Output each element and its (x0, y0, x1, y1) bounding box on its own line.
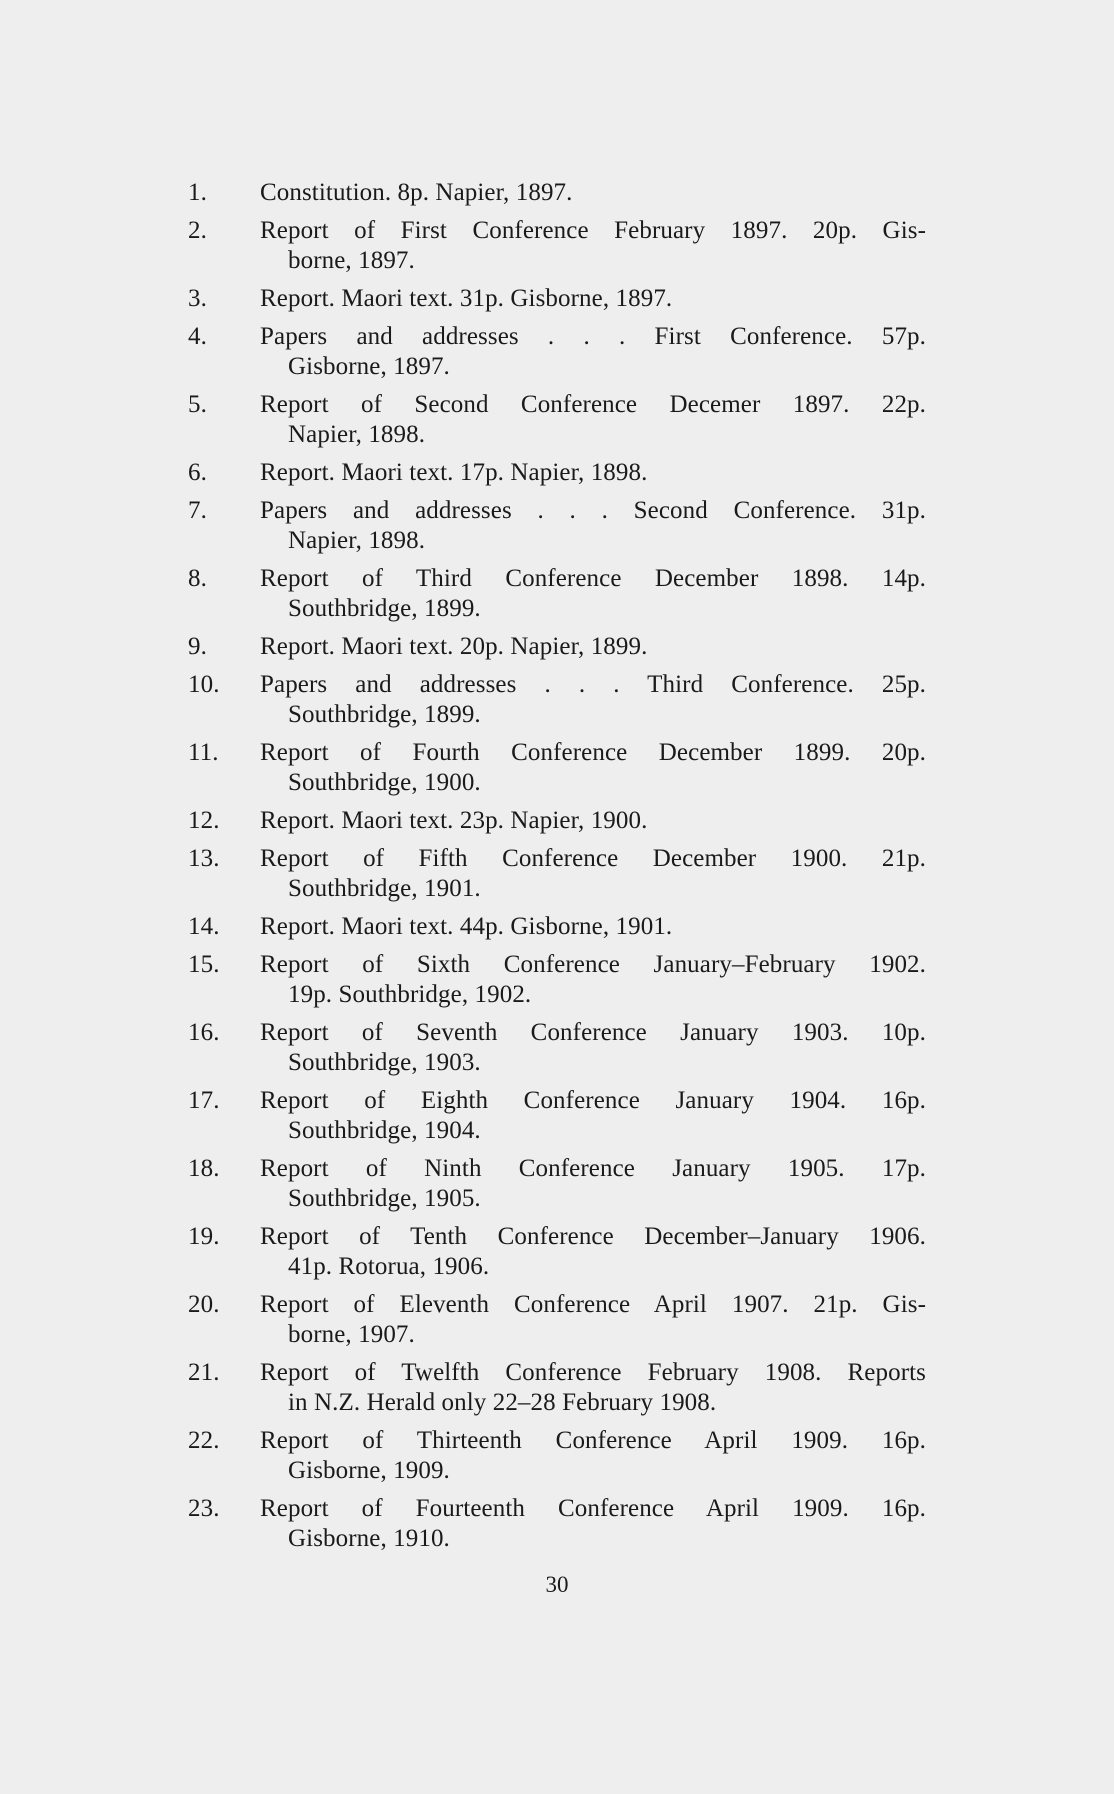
item-text: Constitution. 8p. Napier, 1897. (260, 179, 573, 206)
item-number: 3. (188, 285, 207, 312)
list-item (188, 178, 926, 208)
list-item (188, 564, 926, 624)
item-number: 21. (188, 1359, 220, 1386)
item-number: 20. (188, 1291, 220, 1318)
item-number: 13. (188, 845, 220, 872)
item-number: 2. (188, 217, 207, 244)
item-text-continuation: Gisborne, 1909. (288, 1457, 450, 1484)
item-text: Papers and addresses . . . Third Conference. 25p. (260, 671, 926, 698)
item-text-continuation: Southbridge, 1905. (288, 1185, 481, 1212)
item-text-continuation: Gisborne, 1910. (288, 1525, 450, 1552)
item-number: 4. (188, 323, 207, 350)
list-item (188, 1086, 926, 1146)
item-text-continuation: 41p. Rotorua, 1906. (288, 1253, 490, 1280)
item-text: Report of Fourteenth Conference April 1909. 16p. (260, 1495, 926, 1522)
list-item (188, 322, 926, 382)
list-item (188, 284, 926, 314)
item-number: 6. (188, 459, 207, 486)
list-item (188, 1494, 926, 1554)
item-number: 17. (188, 1087, 220, 1114)
item-text: Report of Ninth Conference January 1905. 17p. (260, 1155, 926, 1182)
publication-list (188, 178, 926, 1562)
item-text: Report of Thirteenth Conference April 1909. 16p. (260, 1427, 926, 1454)
item-text-continuation: Southbridge, 1904. (288, 1117, 481, 1144)
item-text-continuation: Southbridge, 1899. (288, 701, 481, 728)
list-item (188, 216, 926, 276)
list-item (188, 1154, 926, 1214)
item-number: 9. (188, 633, 207, 660)
item-text: Report of Second Conference Decemer 1897. 22p. (260, 391, 926, 418)
item-number: 23. (188, 1495, 220, 1522)
item-text: Papers and addresses . . . Second Conference. 31p. (260, 497, 926, 524)
list-item (188, 806, 926, 836)
item-text-continuation: Southbridge, 1901. (288, 875, 481, 902)
item-number: 10. (188, 671, 220, 698)
item-text: Report of Sixth Conference January–February 1902. (260, 951, 926, 978)
item-text-continuation: 19p. Southbridge, 1902. (288, 981, 532, 1008)
list-item (188, 1222, 926, 1282)
item-text: Report of Fifth Conference December 1900. 21p. (260, 845, 926, 872)
item-text: Report of Third Conference December 1898. 14p. (260, 565, 926, 592)
item-text-continuation: borne, 1897. (288, 247, 415, 274)
item-text-continuation: Southbridge, 1899. (288, 595, 481, 622)
list-item (188, 738, 926, 798)
list-item (188, 670, 926, 730)
item-text-continuation: Southbridge, 1900. (288, 769, 481, 796)
item-text-continuation: Napier, 1898. (288, 421, 426, 448)
item-text: Report. Maori text. 23p. Napier, 1900. (260, 807, 648, 834)
item-number: 11. (188, 739, 219, 766)
item-text: Report. Maori text. 31p. Gisborne, 1897. (260, 285, 673, 312)
item-number: 19. (188, 1223, 220, 1250)
item-text: Report. Maori text. 44p. Gisborne, 1901. (260, 913, 673, 940)
item-text: Report of Seventh Conference January 1903. 10p. (260, 1019, 926, 1046)
item-text: Report of Tenth Conference December–January 1906. (260, 1223, 926, 1250)
item-text: Papers and addresses . . . First Conference. 57p. (260, 323, 926, 350)
item-text: Report. Maori text. 17p. Napier, 1898. (260, 459, 648, 486)
item-text-continuation: borne, 1907. (288, 1321, 415, 1348)
list-item (188, 632, 926, 662)
list-item (188, 1290, 926, 1350)
list-item (188, 1358, 926, 1418)
item-text: Report of Fourth Conference December 1899. 20p. (260, 739, 926, 766)
item-text: Report of First Conference February 1897. 20p. Gis- (260, 217, 926, 244)
list-item (188, 1426, 926, 1486)
item-number: 8. (188, 565, 207, 592)
item-text-continuation: Napier, 1898. (288, 527, 426, 554)
item-number: 5. (188, 391, 207, 418)
list-item (188, 458, 926, 488)
item-text: Report of Twelfth Conference February 1908. Reports (260, 1359, 926, 1386)
item-text-continuation: Southbridge, 1903. (288, 1049, 481, 1076)
item-text-continuation: Gisborne, 1897. (288, 353, 450, 380)
item-number: 16. (188, 1019, 220, 1046)
item-number: 22. (188, 1427, 220, 1454)
list-item (188, 390, 926, 450)
item-number: 18. (188, 1155, 220, 1182)
page-number: 30 (545, 1572, 569, 1597)
item-text: Report. Maori text. 20p. Napier, 1899. (260, 633, 648, 660)
list-item (188, 496, 926, 556)
item-number: 7. (188, 497, 207, 524)
list-item (188, 844, 926, 904)
item-text: Report of Eleventh Conference April 1907. 21p. Gis- (260, 1291, 926, 1318)
item-number: 15. (188, 951, 220, 978)
item-number: 14. (188, 913, 220, 940)
item-number: 1. (188, 179, 207, 206)
item-text: Report of Eighth Conference January 1904. 16p. (260, 1087, 926, 1114)
list-item (188, 950, 926, 1010)
item-text-continuation: in N.Z. Herald only 22–28 February 1908. (288, 1389, 717, 1416)
list-item (188, 1018, 926, 1078)
item-number: 12. (188, 807, 220, 834)
list-item (188, 912, 926, 942)
